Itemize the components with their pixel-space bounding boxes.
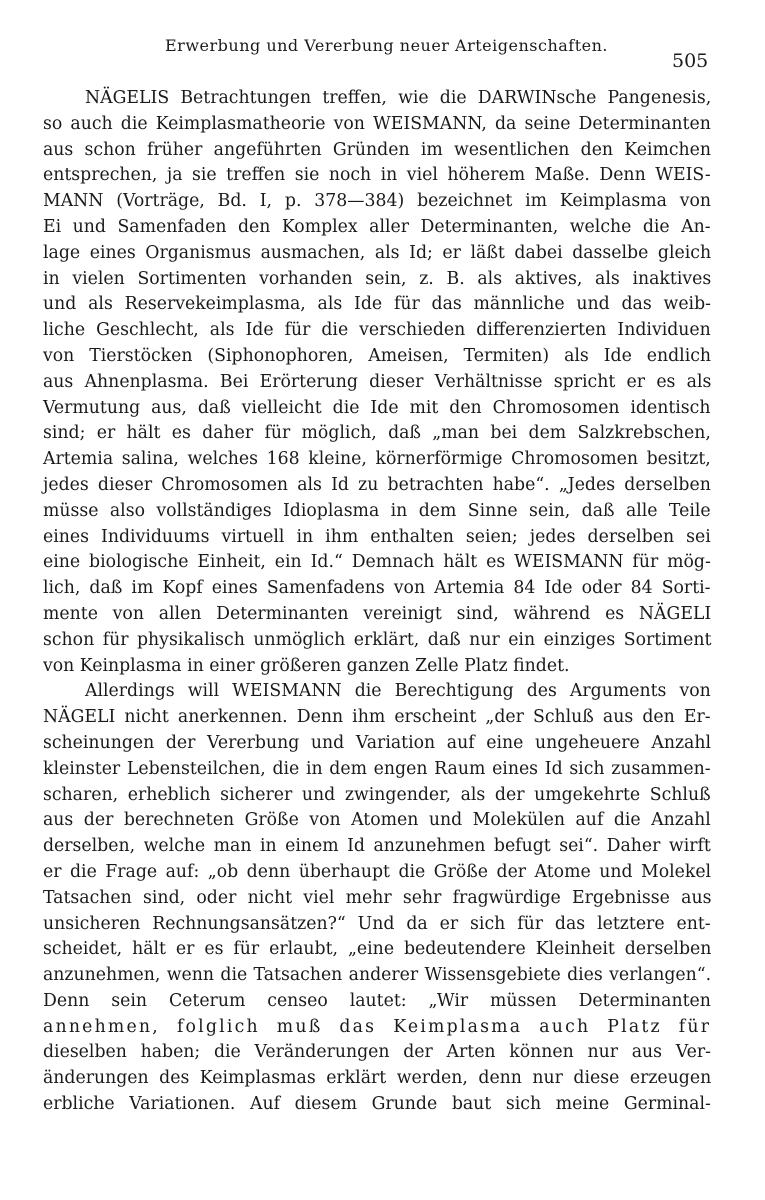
text-line: scheidet, hält er es für erlaubt, „eine bedeutendere Kleinheit derselben (43, 939, 712, 960)
text-line: Tatsachen sind, oder nicht viel mehr sehr fragwürdige Ergebnisse aus (43, 887, 712, 908)
text-line: anzunehmen, wenn die Tatsachen anderer Wissensgebiete dies verlangen“. (43, 965, 712, 986)
text-line: jedes dieser Chromosomen als Id zu betrachten habe“. „Jedes derselben (43, 474, 711, 495)
page-number: 505 (672, 50, 709, 72)
text-line: scheinungen der Vererbung und Variation auf eine ungeheuere Anzahl (43, 732, 712, 753)
text-line: Denn sein Ceterum censeo lautet: „Wir müssen Determinanten (43, 990, 711, 1011)
text-line: änderungen des Keimplasmas erklärt werden, denn nur diese erzeugen (43, 1068, 712, 1089)
text-line: entsprechen, ja sie treffen sie noch in viel höherem Maße. Denn WEIS- (43, 165, 711, 186)
text-line: aus schon früher angeführten Gründen im wesentlichen den Keimchen (43, 139, 712, 160)
text-line: in vielen Sortimenten vorhanden sein, z. B. als aktives, als inaktives (43, 268, 712, 289)
text-line: liche Geschlecht, als Ide für die verschieden differenzierten Individuen (43, 320, 711, 341)
text-line: MANN (Vorträge, Bd. I, p. 378—384) bezeichnet im Keimplasma von (43, 191, 712, 212)
text-line: von Keinplasma in einer größeren ganzen Zelle Platz findet. (43, 655, 570, 676)
text-line: er die Frage auf: „ob denn überhaupt die Größe der Atome und Molekel (43, 861, 712, 882)
text-line: mente von allen Determinanten vereinigt sind, während es NÄGELI (43, 603, 712, 624)
text-line: lich, daß im Kopf eines Samenfadens von Artemia 84 Ide oder 84 Sorti- (43, 578, 711, 599)
text-line: NÄGELIS Betrachtungen treffen, wie die DARWINsche Pangenesis, (85, 88, 712, 108)
text-line: Artemia salina, welches 168 kleine, körnerförmige Chromosomen besitzt, (43, 449, 711, 470)
text-line: aus der berechneten Größe von Atomen und Molekülen auf die Anzahl (43, 810, 711, 831)
text-line: Allerdings will WEISMANN die Berechtigung des Arguments von (85, 681, 711, 702)
text-line: aus Ahnenplasma. Bei Erörterung dieser Verhältnisse spricht er es als (43, 371, 712, 392)
text-line: derselben, welche man in einem Id anzunehmen befugt sei“. Daher wirft (43, 836, 711, 857)
text-line: müsse also vollständiges Idioplasma in dem Sinne sein, daß alle Teile (43, 500, 711, 521)
running-head: Erwerbung und Vererbung neuer Arteigenschaften. (165, 36, 608, 55)
text-line: unsicheren Rechnungsansätzen?“ Und da er sich für das letztere ent- (43, 913, 711, 934)
body-text (43, 86, 711, 1118)
text-line: von Tierstöcken (Siphonophoren, Ameisen, Termiten) als Ide endlich (43, 345, 712, 366)
text-line: lage eines Organismus ausmachen, als Id; er läßt dabei dasselbe gleich (43, 242, 712, 263)
text-line: so auch die Keimplasmatheorie von WEISMANN, da seine Determinanten (43, 113, 711, 134)
text-line: Ei und Samenfaden den Komplex aller Determinanten, welche die An- (43, 216, 711, 237)
text-line: dieselben haben; die Veränderungen der Arten können nur aus Ver- (43, 1042, 711, 1063)
text-line: annehmen, folglich muß das Keimplasma auch Platz für (43, 1016, 712, 1037)
text-line: und als Reservekeimplasma, als Ide für das männliche und das weib- (43, 294, 711, 315)
text-line: schon für physikalisch unmöglich erklärt, daß nur ein einziges Sortiment (43, 629, 712, 650)
text-line: scharen, erheblich sicherer und zwingender, als der umgekehrte Schluß (43, 784, 711, 805)
text-line: sind; er hält es daher für möglich, daß „man bei dem Salzkrebschen, (43, 423, 711, 444)
text-line: kleinster Lebensteilchen, die in dem engen Raum eines Id sich zusammen- (43, 758, 711, 779)
text-line: eines Individuums virtuell in ihm enthalten seien; jedes derselben sei (43, 526, 711, 547)
text-line: erbliche Variationen. Auf diesem Grunde baut sich meine Germinal- (43, 1094, 711, 1115)
text-line: NÄGELI nicht anerkennen. Denn ihm erscheint „der Schluß aus den Er- (43, 707, 711, 728)
text-line: eine biologische Einheit, ein Id.“ Demnach hält es WEISMANN für mög- (43, 552, 711, 573)
text-line: Vermutung aus, daß vielleicht die Ide mit den Chromosomen identisch (43, 397, 711, 418)
